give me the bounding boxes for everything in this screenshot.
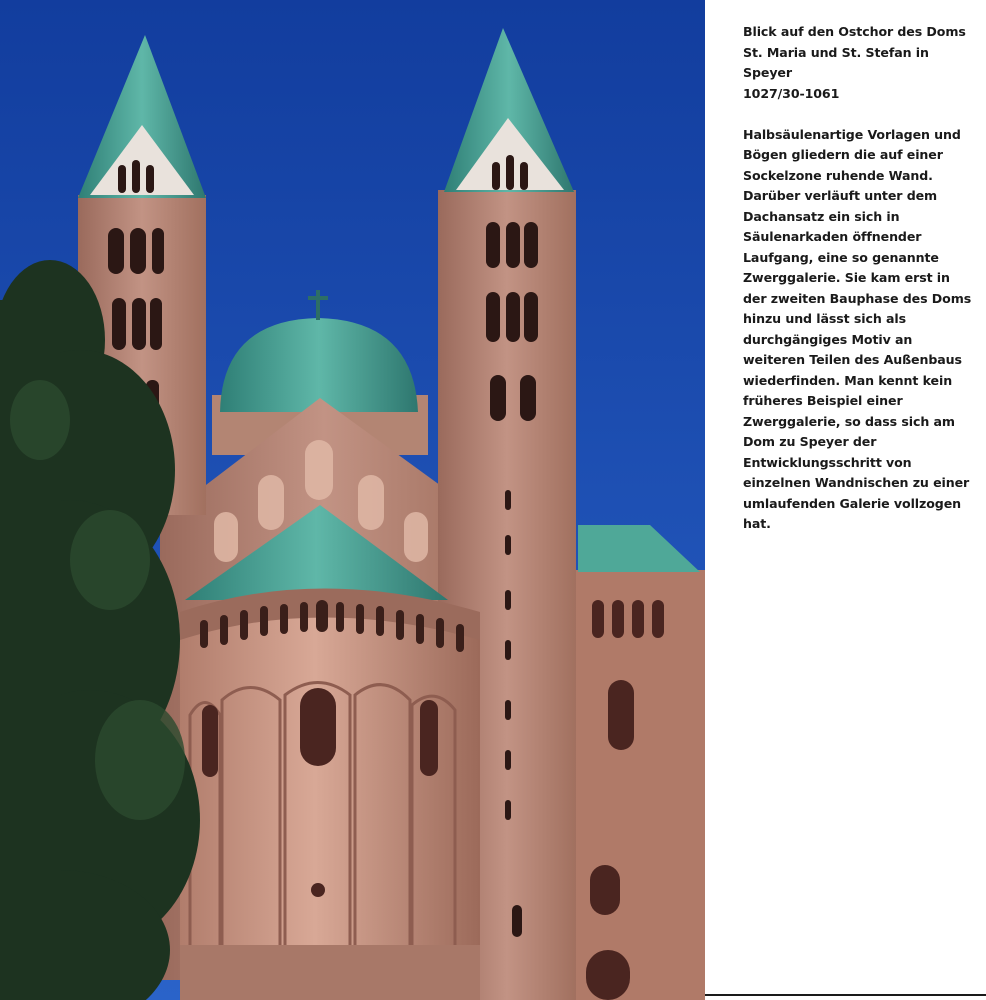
caption-body-line: Darüber verläuft unter dem [743, 188, 938, 203]
caption-body-line: wiederfinden. Man kennt kein [743, 372, 953, 388]
caption-title-line: St. Maria und St. Stefan in [743, 44, 929, 60]
caption-body-line: Entwicklungsschritt von [743, 454, 912, 470]
caption-body [743, 125, 971, 535]
caption-body-line: weiteren Teilen des Außenbaus [743, 352, 962, 367]
caption-body-line: hat. [743, 516, 771, 531]
caption-body-line: Dachansatz ein sich in [743, 208, 900, 224]
caption-body-line: Laufgang, eine so genannte [743, 249, 939, 265]
caption-body-line: Bögen gliedern die auf einer [743, 147, 943, 162]
caption-body-line: Dom zu Speyer der [743, 434, 877, 449]
caption-body-line: umlaufenden Galerie vollzogen [743, 495, 962, 511]
caption-title-line: Speyer [743, 65, 792, 80]
apse [180, 598, 480, 981]
caption-body-line: Säulenarkaden öffnender [743, 229, 922, 244]
caption-body-line: einzelnen Wandnischen zu einer [743, 475, 970, 490]
caption-date: 1027/30-1061 [743, 85, 840, 101]
caption-title-line: Blick auf den Ostchor des Doms [743, 24, 966, 39]
caption [743, 22, 971, 535]
plinth-zone [180, 945, 480, 1000]
caption-body-line: Halbsäulenartige Vorlagen und [743, 126, 961, 142]
caption-body-line: Sockelzone ruhende Wand. [743, 167, 933, 183]
caption-body-line: Zwerggalerie. Sie kam erst in [743, 270, 950, 285]
caption-body-line: der zweiten Bauphase des Doms [743, 290, 972, 306]
caption-body-line: Zwerggalerie, so dass sich am [743, 413, 955, 429]
bottom-rule [705, 994, 986, 996]
caption-body-line: durchgängiges Motiv an [743, 331, 913, 347]
caption-title [743, 22, 971, 104]
caption-body-line: hinzu und lässt sich als [743, 311, 907, 326]
caption-body-line: früheres Beispiel einer [743, 393, 903, 408]
